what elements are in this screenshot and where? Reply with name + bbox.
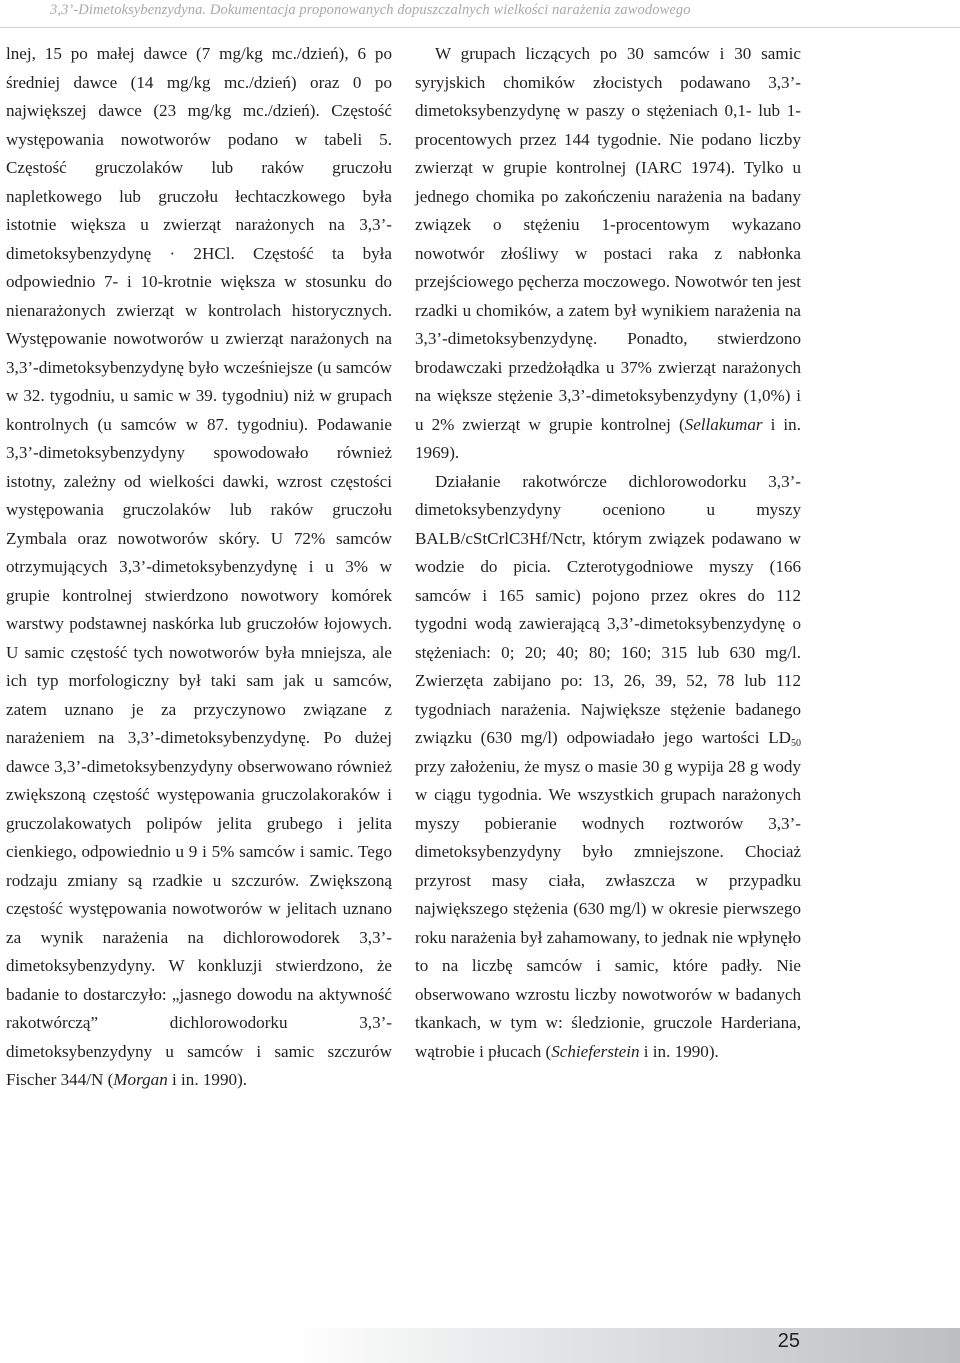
right-p2-citation-tail: i in. 1990). [639,1041,719,1061]
right-text-column [415,40,801,1066]
right-paragraph-2 [415,468,801,1067]
left-p1-text: lnej, 15 po małej dawce (7 mg/kg mc./dzień), 6 po średniej dawce (14 mg/kg mc./dzień) oraz 0 po największej dawce (23 mg/kg mc./dzień). Częstość występowania nowotworów podano w tabeli 5. Częstość gruczolaków lub raków gruczołu napletkowego lub gruczołu łechtaczkowego była istotnie większa u zwierząt narażonych na 3,3’-dimetoksybenzydynę · 2HCl. Częstość ta była odpowiednio 7- i 10-krotnie większa w stosunku do nienarażonych zwierząt w kontrolach historycznych. Występowanie nowotworów u zwierząt narażonych na 3,3’-dimetoksybenzydynę było wcześniejsze (u samców w 32. tygodniu, u samic w 39. tygodniu) niż w grupach kontrolnych (u samców w 87. tygodniu). Podawanie 3,3’-dimetoksybenzydyny spowodowało również istotny, zależny od wielkości dawki, wzrost częstości występowania gruczolaków lub raków gruczołu Zymbala oraz nowotworów skóry. U 72% samców otrzymujących 3,3’-dimetoksybenzydynę i u 3% w grupie kontrolnej stwierdzono nowotwory komórek warstwy podstawnej naskórka lub gruczołów łojowych. U samic częstość tych nowotworów była mniejsza, ale ich typ morfologiczny był taki sam jak u samców, zatem uznano je za przyczynowo związane z narażeniem na 3,3’-dimetoksybenzydynę. Po dużej dawce 3,3’-dimetoksybenzydyny obserwowano również zwiększoną częstość występowania gruczolakoraków i gruczolakowatych polipów jelita grubego i jelita cienkiego, odpowiednio u 9 i 5% samców i samic. Tego rodzaju zmiany są rzadkie u szczurów. Zwiększoną częstość występowania nowotworów w jelitach uznano za wynik narażenia na dichlorowodorek 3,3’-dimetoksybenzydyny. W konkluzji stwierdzono, że badanie to dostarczyło: „jasnego dowodu na aktywność rakotwórczą” dichlorowodorku 3,3’-dimetoksybenzydyny u samców i samic szczurów Fischer 344/N ( [6,44,392,1089]
right-p2-citation-author: Schieferstein [551,1041,640,1061]
right-p2-text-cont: przy założeniu, że mysz o masie 30 g wypija 28 g wody w ciągu tygodnia. We wszystkich grupach narażonych myszy pobieranie wodnych roztworów 3,3’-dimetoksybenzydyny było zmniejszone. Chociaż przyrost masy ciała, zwłaszcza w przypadku największego stężenia (630 mg/l) w okresie pierwszego roku narażenia był zahamowany, to jednak nie wpłynęło to na liczbę samców i samic, które padły. Nie obserwowano wzrostu liczby nowotworów w badanych tkankach, w tym w: śledzionie, gruczole Harderiana, wątrobie i płucach ( [415,756,801,1061]
right-paragraph-1 [415,40,801,468]
footer-band [0,1328,960,1363]
right-p2-text: Działanie rakotwórcze dichlorowodorku 3,3’-dimetoksybenzydyny oceniono u myszy BALB/cStCrlC3Hf/Nctr, którym związek podawano w wodzie do picia. Czterotygodniowe myszy (166 samców i 165 samic) pojono przez okres do 112 tygodni wodą zawierającą 3,3’-dimetoksybenzydynę o stężeniach: 0; 20; 40; 80; 160; 315 lub 630 mg/l. Zwierzęta zabijano po: 13, 26, 39, 52, 78 lub 112 tygodniach narażenia. Największe stężenie badanego związku (630 mg/l) odpowiadało jego wartości LD [415,471,801,747]
right-p1-text: W grupach liczących po 30 samców i 30 samic syryjskich chomików złocistych podawano 3,3’-dimetoksybenzydynę w paszy o stężeniach 0,1- lub 1-procentowych przez 144 tygodnie. Nie podano liczby zwierząt w grupie kontrolnej (IARC 1974). Tylko u jednego chomika po zakończeniu narażenia na badany związek o stężeniu 1-procentowym wykazano nowotwór złośliwy w postaci raka z nabłonka przejściowego pęcherza moczowego. Nowotwór ten jest rzadki u chomików, a zatem był wynikiem narażenia na 3,3’-dimetoksybenzydynę. Ponadto, stwierdzono brodawczaki przedżołądka u 37% zwierząt narażonych na większe stężenie 3,3’-dimetoksybenzydyny (1,0%) i u 2% zwierząt w grupie kontrolnej ( [415,44,801,434]
left-paragraph-1 [6,40,392,1095]
page-number: 25 [777,1330,800,1352]
right-p1-citation-tail: i in. 1969). [415,414,801,462]
header-divider [0,27,960,28]
left-text-column [6,40,392,1095]
ld50-subscript: 50 [791,738,801,749]
running-header: 3,3’-Dimetoksybenzydyna. Dokumentacja proponowanych dopuszczalnych wielkości narażenia zawodowego [50,2,691,18]
right-p1-citation-author: Sellakumar [684,414,763,434]
left-p1-citation-author: Morgan [113,1070,168,1089]
left-p1-citation-tail: i in. 1990). [167,1070,248,1089]
